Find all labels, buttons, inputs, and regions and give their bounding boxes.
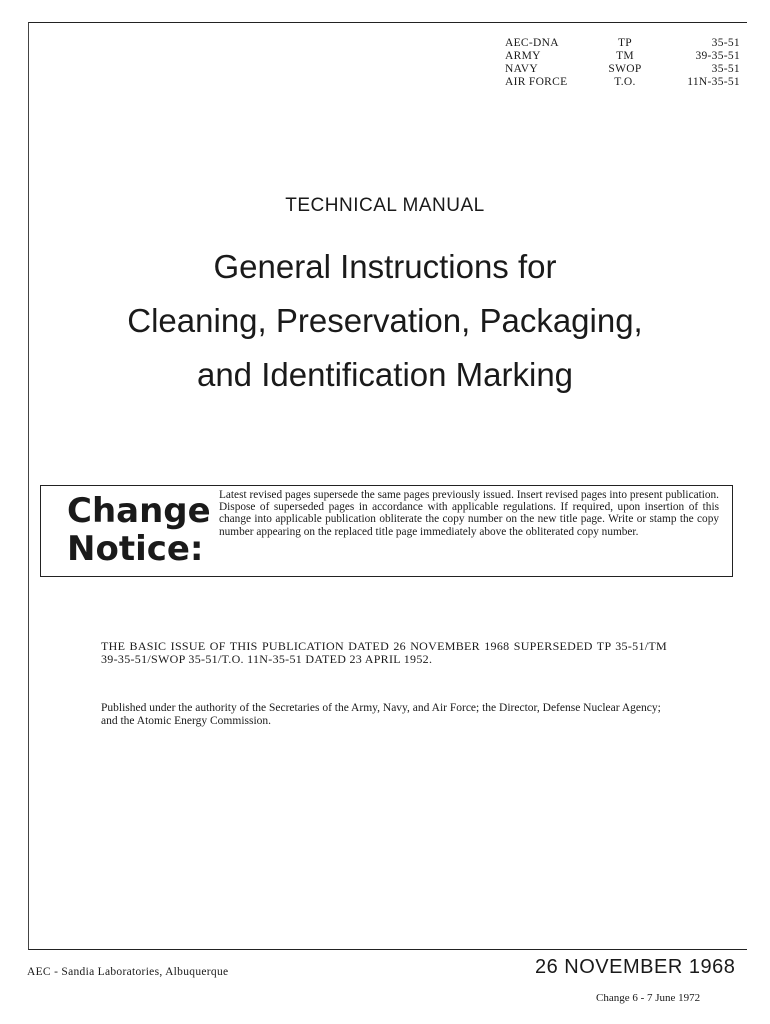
change-number: Change 6 - 7 June 1972 <box>596 992 701 1004</box>
designation-row-aec-dna <box>505 37 740 50</box>
change-notice-label-line: Notice: <box>67 529 204 569</box>
designation-service: AEC-DNA <box>505 37 559 49</box>
designation-service: NAVY <box>505 63 538 75</box>
publication-date: 26 NOVEMBER 1968 <box>535 956 736 978</box>
document-title <box>0 240 770 402</box>
publisher-footer: AEC - Sandia Laboratories, Albuquerque <box>27 966 229 978</box>
title-line: Cleaning, Preservation, Packaging, <box>127 302 643 339</box>
designation-row-air-force <box>505 76 740 89</box>
designation-type: T.O. <box>614 76 636 88</box>
publication-designations <box>505 37 740 89</box>
manual-type-heading: TECHNICAL MANUAL <box>285 195 485 216</box>
designation-service: AIR FORCE <box>505 76 568 88</box>
change-notice-box <box>40 485 733 577</box>
change-notice-text: Latest revised pages supersede the same pages previously issued. Insert revised pages into present publication. Dispose of superseded pages in accordance with applicable regulations. If required, upon insertion of this change into applicable publication obliterate the copy number on the new title page. Write or stamp the copy number appearing on the replaced title page immediately above the obliterated copy number. <box>219 489 719 538</box>
designation-service: ARMY <box>505 50 541 62</box>
designation-number: 35-51 <box>711 37 740 49</box>
title-line: and Identification Marking <box>196 356 574 393</box>
designation-type: TM <box>616 50 634 62</box>
designation-number: 35-51 <box>711 63 740 75</box>
change-notice-label-line: Change <box>67 491 211 531</box>
authority-statement: Published under the authority of the Secretaries of the Army, Navy, and Air Force; the Director, Defense Nuclear Agency; and the Atomic Energy Commission. <box>101 702 661 727</box>
designation-row-navy <box>505 63 740 76</box>
designation-row-army <box>505 50 740 63</box>
designation-type: SWOP <box>608 63 642 75</box>
change-notice-label <box>67 492 211 568</box>
designation-type: TP <box>617 37 633 49</box>
designation-number: 11N-35-51 <box>687 76 740 88</box>
designation-number: 39-35-51 <box>695 50 740 62</box>
title-line: General Instructions for <box>213 248 557 285</box>
basic-issue-statement: THE BASIC ISSUE OF THIS PUBLICATION DATED 26 NOVEMBER 1968 SUPERSEDED TP 35-51/TM 39-35-51/SWOP 35-51/T.O. 11N-35-51 DATED 23 APRIL 1952. <box>101 639 667 666</box>
